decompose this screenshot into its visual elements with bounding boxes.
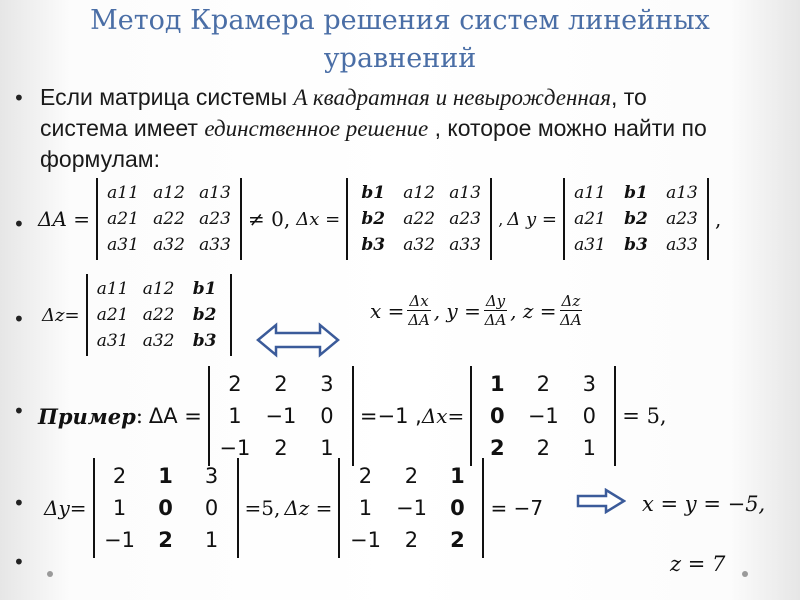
det-cell: a21 [107, 209, 139, 229]
fraction-denominator: ΔA [560, 311, 582, 329]
det-cell: a21 [574, 209, 606, 229]
determinant-a-example [208, 366, 354, 466]
fraction-denominator: ΔA [408, 311, 430, 329]
det-cell: b2 [361, 209, 386, 229]
det-cell: a32 [403, 235, 436, 255]
determinant-z-general [86, 274, 232, 356]
title-line-2: уравнений [323, 43, 477, 74]
det-cell: a12 [153, 183, 185, 203]
delta-y-label: Δy= [44, 496, 87, 520]
det-cell: a12 [403, 183, 436, 203]
bullet-6: • [13, 550, 25, 574]
determinant-x-example [470, 366, 616, 466]
intro-text-1: Если матрица системы [40, 84, 294, 110]
delta-x-label: Δx = [296, 208, 341, 230]
delta-x-label: Δx= [421, 404, 465, 428]
det-cell: 1 [489, 372, 505, 396]
det-cell: 1 [158, 464, 173, 488]
det-cell: −1 [395, 496, 427, 520]
x-equals: x = [370, 298, 405, 323]
det-cell: a22 [142, 305, 175, 325]
det-cell: −1 [527, 404, 559, 428]
z-equals: , z = [510, 298, 557, 323]
determinant-x-general [346, 178, 492, 260]
det-cell: a32 [142, 331, 175, 351]
det-cell: 3 [320, 372, 334, 396]
det-cell: b3 [192, 331, 217, 351]
fraction-y [484, 292, 507, 329]
det-cell: −1 [349, 528, 381, 552]
det-cell: 0 [582, 404, 596, 428]
det-cell: a33 [666, 235, 698, 255]
det-cell: a12 [142, 279, 175, 299]
intro-text-5: единственное решение [204, 116, 429, 141]
determinant-a-general [96, 178, 242, 260]
intro-paragraph [40, 82, 780, 174]
det-cell: 1 [582, 436, 596, 460]
det-cell: b1 [192, 279, 217, 299]
det-cell: 0 [489, 404, 505, 428]
det-cell: b3 [624, 235, 648, 255]
det-cell: b2 [192, 305, 217, 325]
det-cell: 0 [204, 496, 219, 520]
determinant-y-general [563, 178, 709, 260]
det-cell: −1 [219, 436, 251, 460]
det-cell: b3 [361, 235, 386, 255]
final-result-z: z = 7 [670, 552, 726, 576]
det-cell: b1 [624, 183, 648, 203]
det-cell: 2 [274, 436, 288, 460]
det-cell: a22 [153, 209, 185, 229]
bullet-2: • [13, 212, 25, 236]
intro-text-6: , которое можно найти по [428, 115, 707, 141]
det-cell: 0 [320, 404, 334, 428]
determinant-z-example [338, 458, 484, 558]
fraction-numerator: Δy [485, 292, 506, 310]
fraction-z [560, 292, 583, 329]
det-cell: 1 [450, 464, 465, 488]
fraction-numerator: Δx [409, 292, 429, 310]
det-cell: 2 [158, 528, 173, 552]
det-cell: a21 [96, 305, 129, 325]
det-cell: 1 [320, 436, 334, 460]
example-label: Пример [38, 403, 136, 429]
det-cell: a33 [199, 235, 231, 255]
comma: , [714, 207, 722, 231]
decorative-dot [47, 571, 53, 577]
det-cell: 1 [112, 496, 127, 520]
det-cell: 2 [112, 464, 127, 488]
det-cell: 2 [536, 436, 550, 460]
det-cell: a31 [96, 331, 129, 351]
delta-a-label: ΔA = [38, 207, 91, 231]
det-cell: 3 [204, 464, 219, 488]
example-row-1 [38, 366, 667, 466]
det-cell: a22 [403, 209, 436, 229]
det-cell: a11 [107, 183, 139, 203]
det-cell: 2 [404, 464, 419, 488]
det-cell: a13 [449, 183, 482, 203]
intro-text-3: , то [610, 84, 647, 110]
title-line-1: Метод Крамера решения систем линейных [90, 5, 710, 36]
det-cell: 2 [228, 372, 242, 396]
det-cell: 0 [450, 496, 465, 520]
final-result-xy: x = y = −5, [642, 492, 766, 516]
result-x: = 5, [622, 404, 667, 428]
formula-row-1 [38, 178, 721, 260]
det-cell: a11 [574, 183, 606, 203]
det-cell: a32 [153, 235, 185, 255]
det-cell: 1 [228, 404, 242, 428]
example-row-2 [44, 458, 543, 558]
intro-text-7: формулам: [40, 146, 160, 172]
bullet-5: • [13, 491, 25, 515]
result-z: = −7 [490, 496, 544, 520]
det-cell: b1 [361, 183, 386, 203]
fraction-numerator: Δz [561, 292, 581, 310]
delta-z-label: Δz = [284, 496, 333, 520]
det-cell: 2 [404, 528, 419, 552]
det-cell: 2 [489, 436, 505, 460]
colon: : [135, 404, 143, 428]
det-cell: a23 [199, 209, 231, 229]
decorative-dot [742, 571, 748, 577]
bullet-1: • [13, 86, 25, 110]
det-cell: −1 [265, 404, 297, 428]
det-cell: 2 [450, 528, 465, 552]
det-cell: a23 [666, 209, 698, 229]
det-cell: −1 [104, 528, 135, 552]
bullet-4: • [13, 399, 25, 423]
det-cell: a33 [449, 235, 482, 255]
intro-text-2: A квадратная и невырожденная [293, 85, 611, 110]
fraction-x [407, 292, 430, 329]
bullet-3: • [13, 307, 25, 331]
fraction-denominator: ΔA [484, 311, 507, 329]
det-cell: 0 [158, 496, 173, 520]
det-cell: a11 [96, 279, 129, 299]
delta-y-label: Δ y = [507, 208, 557, 230]
comma: , [498, 209, 504, 229]
det-cell: a31 [574, 235, 606, 255]
result-y: =5, [244, 496, 281, 520]
right-arrow-icon [576, 488, 626, 514]
y-equals: , y = [433, 298, 481, 323]
det-cell: 1 [204, 528, 219, 552]
determinant-y-example [93, 458, 239, 558]
det-cell: 3 [582, 372, 596, 396]
double-arrow-icon [256, 322, 340, 358]
det-cell: 1 [358, 496, 373, 520]
det-cell: b2 [624, 209, 648, 229]
delta-z-label: Δz= [42, 304, 80, 326]
formula-row-2 [42, 274, 238, 356]
slide-title [40, 2, 760, 78]
det-cell: a23 [449, 209, 482, 229]
det-cell: 2 [536, 372, 550, 396]
not-equal-zero: ≠ 0, [248, 207, 291, 231]
intro-text-4: система имеет [40, 115, 205, 141]
cramer-formulas [370, 292, 585, 329]
det-cell: a31 [107, 235, 139, 255]
det-cell: 2 [358, 464, 373, 488]
det-cell: a13 [199, 183, 231, 203]
det-cell: a13 [666, 183, 698, 203]
delta-a-label: ΔA = [148, 404, 202, 428]
det-cell: 2 [274, 372, 288, 396]
result-a: =−1 , [359, 404, 422, 428]
